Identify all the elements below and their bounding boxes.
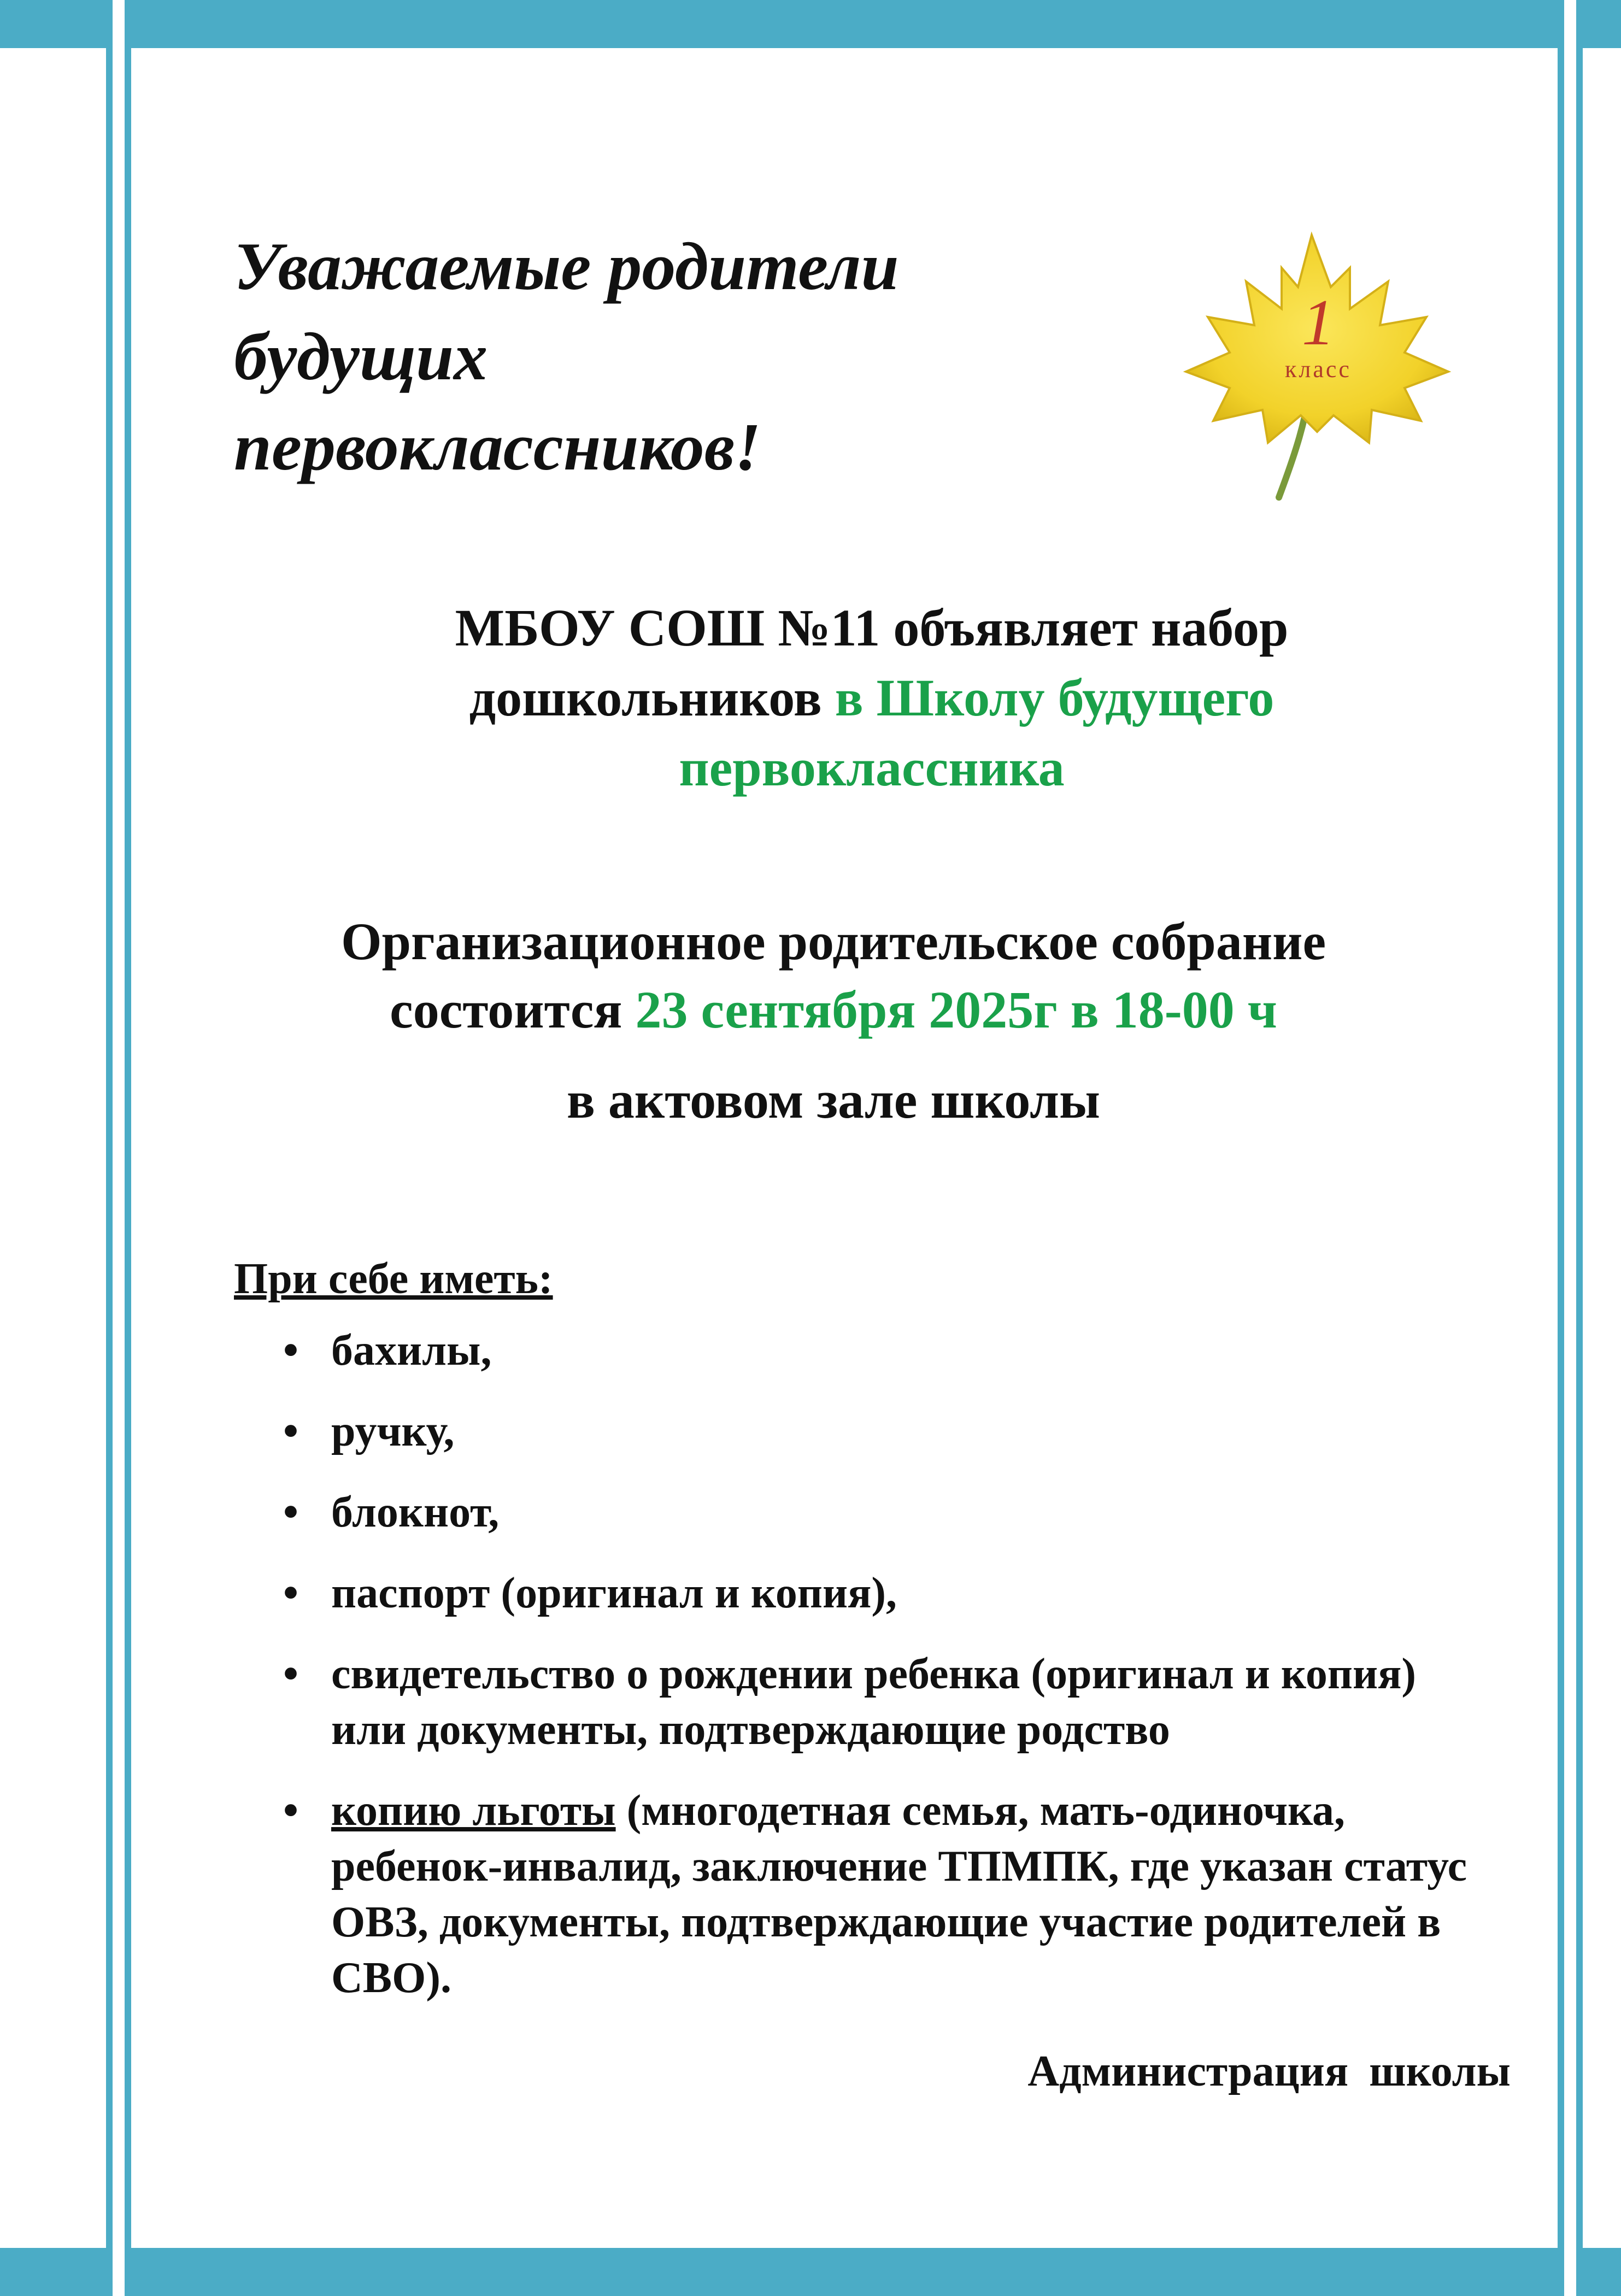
- meeting-location: в актовом зале школы: [567, 1071, 1100, 1129]
- frame-line-left-inner: [125, 0, 131, 2296]
- announcement-line-1: МБОУ СОШ №11 объявляет набор: [455, 598, 1289, 657]
- announcement-block: [328, 593, 1416, 803]
- list-item: [234, 1565, 1496, 1621]
- bring-title: При себе иметь:: [234, 1255, 553, 1303]
- list-item-text: бахилы,: [331, 1326, 492, 1375]
- meeting-block: [219, 907, 1448, 1044]
- list-item: [234, 1646, 1496, 1758]
- meeting-line-1: Организационное родительское собрание: [340, 912, 1326, 971]
- list-item: [234, 1484, 1496, 1540]
- list-item: [234, 1323, 1496, 1378]
- announcement-line-3-green: первоклассника: [679, 738, 1065, 797]
- bullet-icon: •: [283, 1787, 299, 1835]
- list-item: [234, 1404, 1496, 1459]
- frame-line-left-outer: [106, 0, 113, 2296]
- maple-leaf-icon: [1115, 213, 1487, 530]
- frame-top-band: [0, 0, 1621, 48]
- bullet-icon: •: [283, 1407, 299, 1455]
- signature: Администрация школы: [1027, 2047, 1511, 2095]
- list-item-text: блокнот,: [331, 1488, 500, 1536]
- list-item-text: паспорт (оригинал и копия),: [331, 1569, 897, 1617]
- bring-list: [234, 1323, 1496, 2031]
- benefit-copy-label: копию льготы: [331, 1787, 616, 1835]
- meeting-date-time: 23 сентября 2025г в 18-00 ч: [635, 980, 1277, 1039]
- heading-line-2: будущих: [234, 319, 488, 394]
- bullet-icon: •: [283, 1326, 299, 1375]
- list-item-text: ручку,: [331, 1407, 455, 1455]
- logo-number: 1: [1302, 286, 1335, 359]
- announcement-line-2-green: в Школу будущего: [835, 668, 1275, 727]
- logo-caption: класс: [1285, 356, 1352, 383]
- bullet-icon: •: [283, 1650, 299, 1698]
- heading-line-1: Уважаемые родители: [234, 229, 899, 304]
- meeting-line-2-black: состоится: [390, 980, 622, 1039]
- bullet-icon: •: [283, 1488, 299, 1536]
- announcement-line-2-black: дошкольников: [469, 668, 822, 727]
- page-heading: [234, 221, 1054, 492]
- list-item: [234, 1783, 1496, 2006]
- list-item-text: свидетельство о рождении ребенка (оригинал и копия) или документы, подтверждающие родство: [331, 1650, 1416, 1754]
- frame-bottom-band: [0, 2248, 1621, 2296]
- benefit-details: (многодетная семья, мать-одиночка, ребенок-инвалид, заключение ТПМПК, где указан статус ОВЗ, документы, подтверждающие участие родителей в СВО).: [331, 1787, 1467, 2002]
- heading-line-3: первоклассников!: [234, 409, 761, 484]
- bullet-icon: •: [283, 1569, 299, 1617]
- frame-line-right-inner: [1558, 0, 1564, 2296]
- frame-line-right-outer: [1576, 0, 1583, 2296]
